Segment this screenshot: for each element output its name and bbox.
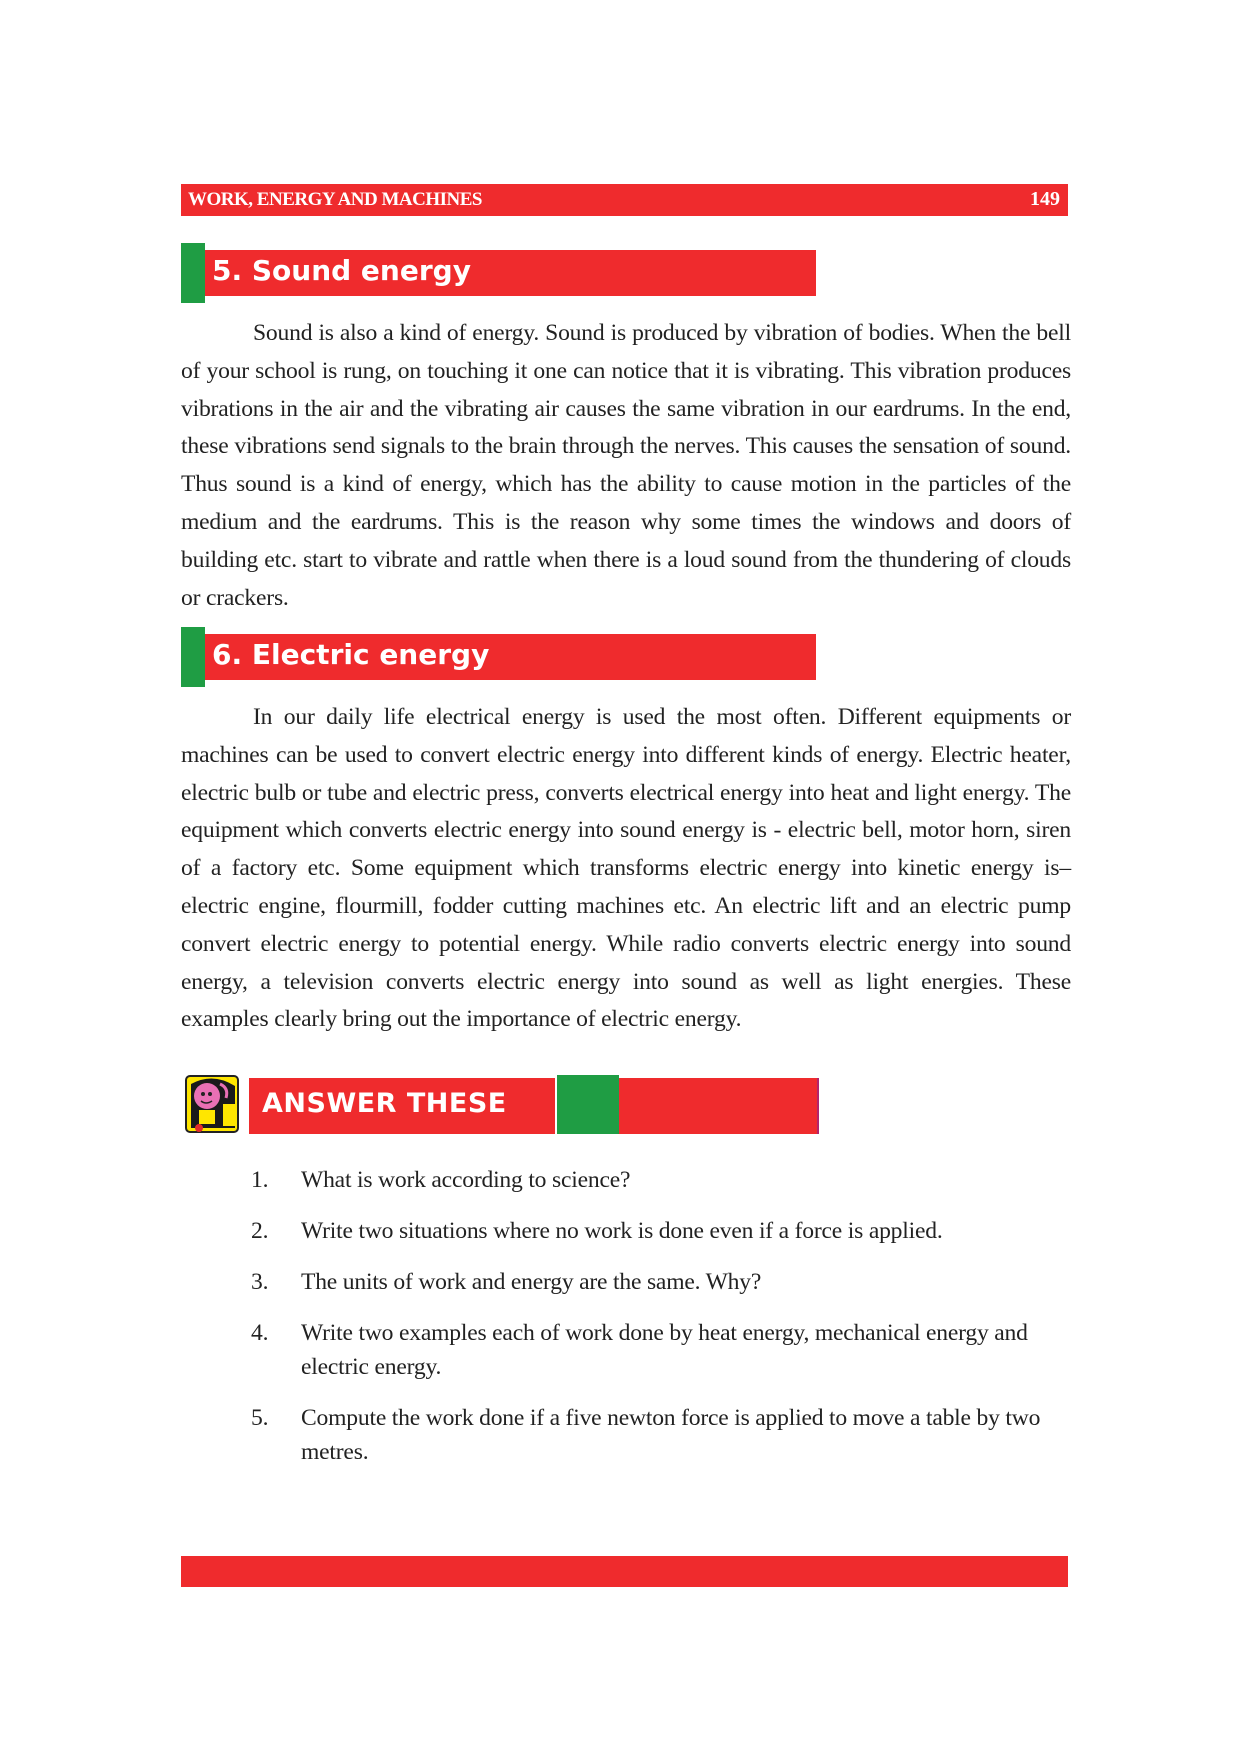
question-text: Compute the work done if a five newton force is applied to move a table by two metres. <box>301 1405 1041 1465</box>
sound-energy-paragraph: Sound is also a kind of energy. Sound is produced by vibration of bodies. When the bell of your school is rung, on touching it one can notice that it is vibrating. This vibration produces vibrations in the air and the vibrating air causes the same vibration in our eardrums. In the end, these vibrations send signals to the brain through the nerves. This causes the sensation of sound. Thus sound is a kind of energy, which has the ability to cause motion in the particles of the medium and the eardrums. This is the reason why some times the windows and doors of building etc. start to vibrate and rattle when there is a loud sound from the thundering of clouds or crackers. <box>181 320 1071 611</box>
answer-these-title: ANSWER THESE <box>262 1088 507 1119</box>
question-list <box>251 1163 1071 1486</box>
question-text: Write two situations where no work is done even if a force is applied. <box>301 1218 943 1244</box>
question-item <box>251 1163 1071 1197</box>
question-item <box>251 1214 1071 1248</box>
question-item <box>251 1401 1071 1469</box>
question-number: 1. <box>251 1167 269 1193</box>
banner-green-block <box>555 1075 621 1134</box>
running-header <box>181 184 1068 216</box>
question-number: 5. <box>251 1405 269 1431</box>
question-number: 4. <box>251 1320 269 1346</box>
question-text: Write two examples each of work done by heat energy, mechanical energy and electric energy. <box>301 1320 1028 1380</box>
electric-energy-paragraph: In our daily life electrical energy is used the most often. Different equipments or machines can be used to convert electric energy into different kinds of energy. Electric heater, electric bulb or tube and electric press, converts electrical energy into heat and light energy. The equipment which converts electric energy into sound energy is - electric bell, motor horn, siren of a factory etc. Some equipment which transforms electric energy into kinetic energy is– electric engine, flourmill, fodder cutting machines etc. An electric lift and an electric pump convert electric energy to potential energy. While radio converts electric energy into sound energy, a television converts electric energy into sound as well as light energies. These examples clearly bring out the importance of electric energy. <box>181 704 1071 1033</box>
question-text: What is work according to science? <box>301 1167 631 1193</box>
question-text: The units of work and energy are the same. Why? <box>301 1269 762 1295</box>
page-number: 149 <box>1030 188 1060 210</box>
heading-green-tab <box>181 627 205 687</box>
banner-red-strip-right <box>619 1078 819 1134</box>
question-number: 2. <box>251 1218 269 1244</box>
section-heading-electric-energy <box>181 627 816 687</box>
section-title: 6. Electric energy <box>212 638 490 671</box>
footer-bar <box>181 1556 1068 1587</box>
chapter-title: WORK, ENERGY AND MACHINES <box>188 189 482 210</box>
section-heading-sound-energy <box>181 243 816 303</box>
cartoon-character-icon <box>185 1074 241 1136</box>
section-title: 5. Sound energy <box>212 254 471 287</box>
question-number: 3. <box>251 1269 269 1295</box>
question-item <box>251 1316 1071 1384</box>
question-item <box>251 1265 1071 1299</box>
answer-these-banner <box>185 1074 817 1136</box>
heading-green-tab <box>181 243 205 303</box>
